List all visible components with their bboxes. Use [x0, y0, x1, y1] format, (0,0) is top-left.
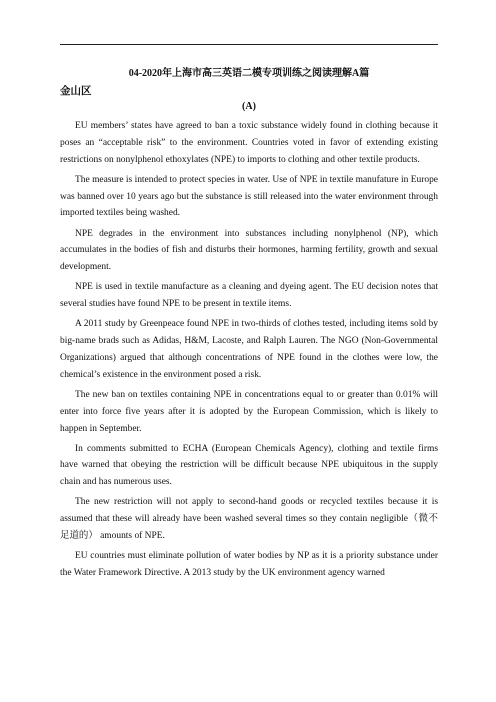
paragraph-7: In comments submitted to ECHA (European Chemicals Agency), clothing and textile firms have warned that obeying the restriction will be difficult because NPE ubiquitous in the supply chain and has numerous uses.	[60, 443, 438, 488]
top-rule	[60, 44, 438, 45]
paragraph-6: The new ban on textiles containing NPE in concentrations equal to or greater than 0.01% will enter into force five years after it is adopted by the European Commission, which is likely to happen in September.	[60, 389, 438, 434]
paragraph-4: NPE is used in textile manufacture as a cleaning and dyeing agent. The EU decision notes that several studies have found NPE to be present in textile items.	[60, 282, 438, 310]
paragraph-2: The measure is intended to protect species in water. Use of NPE in textile manufature in Europe was banned over 10 years ago but the substance is still released into the water environment through imported textiles being washed.	[60, 174, 438, 219]
paragraph-8: The new restriction will not apply to second-hand goods or recycled textiles because it is assumed that these will already have been washed several times so they contain negligible（微不足道的） amounts of NPE.	[60, 497, 438, 542]
paragraph-3: NPE degrades in the environment into substances including nonylphenol (NP), which accumulates in the bodies of fish and disturbs their hormones, harming fertility, growth and sexual development.	[60, 228, 438, 273]
paragraph-5: A 2011 study by Greenpeace found NPE in two-thirds of clothes tested, including items sold by big-name brads such as Adidas, H&M, Lacoste, and Ralph Lauren. The NGO (Non-Governmental Organizations) argued that although concentrations of NPE found in the clothes were low, the chemical’s existence in the environment posed a risk.	[60, 319, 438, 380]
district-label: 金山区	[60, 86, 92, 97]
paragraph-9: EU countries must eliminate pollution of water bodies by NP as it is a priority substance under the Water Framework Directive. A 2013 study by the UK environment agency warned	[60, 551, 438, 579]
article-body	[60, 118, 438, 585]
paragraph-1: EU members’ states have agreed to ban a toxic substance widely found in clothing because it poses an “acceptable risk” to the environment. Countries voted in favor of extending existing restrictions on nonylphenol ethoxylates (NPE) to imports to clothing and other textile products.	[60, 121, 438, 165]
page-title: 04-2020年上海市高三英语二模专项训练之阅读理解A篇	[128, 68, 370, 79]
section-label: (A)	[242, 101, 256, 112]
